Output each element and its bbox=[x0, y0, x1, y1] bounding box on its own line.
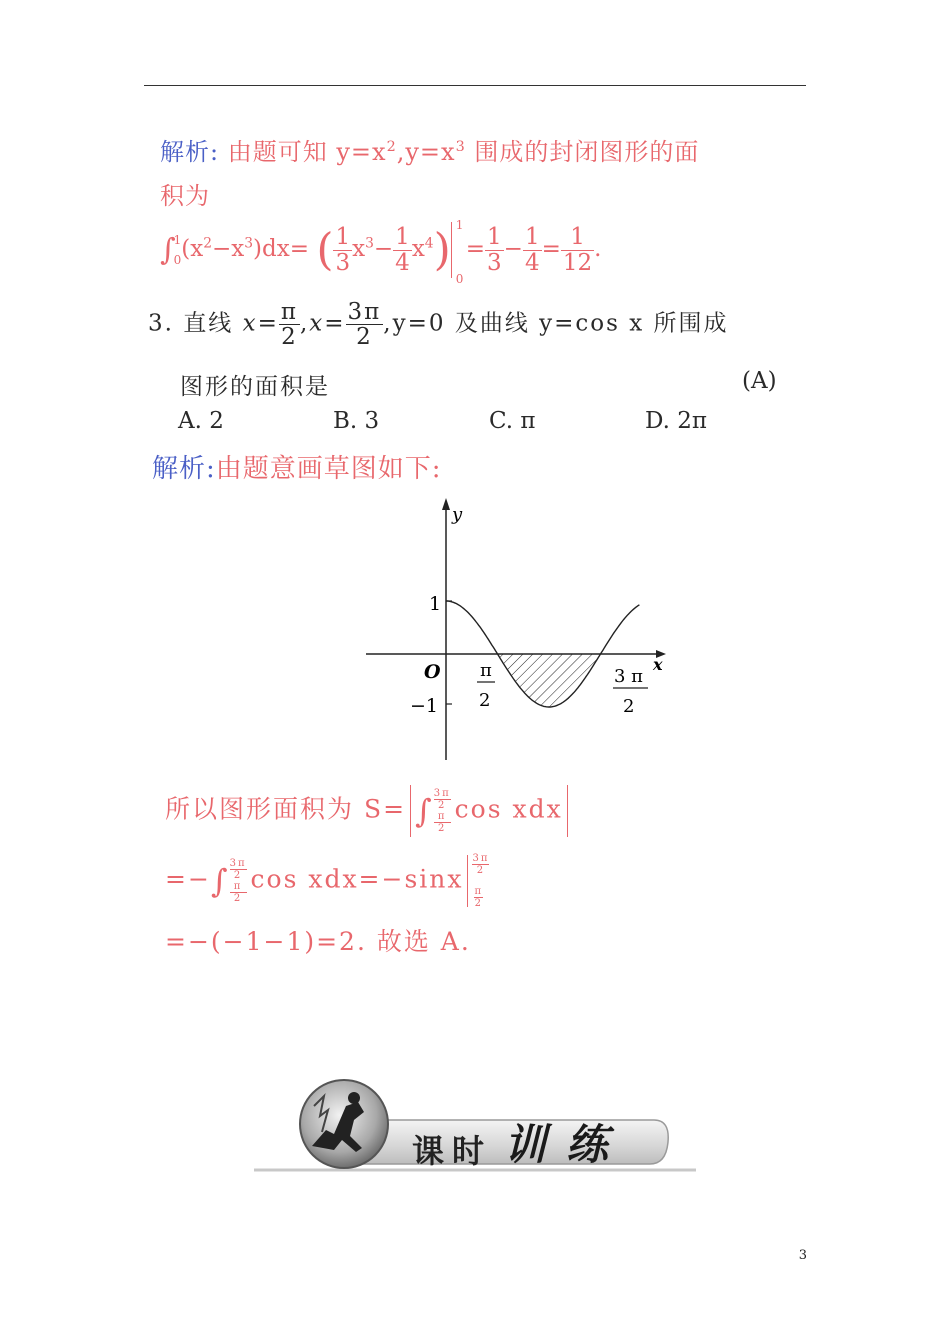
header-rule bbox=[144, 85, 806, 86]
area-line2: =−∫ 3π 2 π 2 cos xdx=−sinx 3π 2 π 2 bbox=[165, 853, 490, 909]
frac-3pi-2: $\frac{3\pi}{2}$ bbox=[347, 299, 382, 351]
question3-stem-cont: 图形的面积是 bbox=[180, 374, 330, 400]
origin-label: O bbox=[424, 661, 441, 683]
eval-bar: 3π 2 π 2 bbox=[467, 855, 490, 907]
integral-sign: ∫ bbox=[415, 792, 434, 830]
abs-bar-left bbox=[410, 785, 411, 837]
integral-sign: ∫ bbox=[160, 232, 176, 268]
solution-label: 解析 bbox=[152, 454, 207, 484]
tick-label-1: 1 bbox=[429, 593, 442, 615]
banner-char-3: 训 bbox=[504, 1120, 547, 1169]
solution1-integral: ∫ 1 0 $(x^2-x^3)dx=$ ( $\frac{1}{3}$ $x^3-$ $\frac{1}{4}$ $x^4$) 1 0 = $\frac{1}{3}$ − $\frac{1}{4}$ = $\frac{1}{12}$ . bbox=[160, 218, 602, 286]
frac-1-3: $\frac{1}{3}$ bbox=[335, 224, 351, 276]
integral-limits: 3π 2 π 2 bbox=[229, 858, 247, 904]
tick-label-3pi-den: 2 bbox=[623, 696, 635, 717]
answer-key: (A) bbox=[742, 368, 777, 394]
question3-stem: 3. 直线 x= $\frac{\pi}{2}$ ,x= $\frac{3\pi}{2}$ ,y=0 及曲线 y=cos x 所围成 bbox=[148, 299, 729, 351]
solution1-line1: 解析: 由题可知 $y=x^2,y=x^3$ 围成的封闭图形的面 bbox=[160, 138, 700, 166]
option-a: A. 2 bbox=[178, 408, 224, 434]
solution3-heading: 解析:由题意画草图如下: bbox=[152, 454, 442, 484]
eval-bar: 1 0 bbox=[451, 222, 466, 278]
frac-pi-2: $\frac{\pi}{2}$ bbox=[280, 299, 298, 351]
option-d: D. 2π bbox=[645, 408, 707, 434]
left-bracket: ( bbox=[316, 224, 334, 276]
tick-label-pi-den: 2 bbox=[479, 690, 491, 711]
tick-label-minus1: −1 bbox=[410, 695, 439, 717]
option-b: B. 3 bbox=[333, 408, 380, 434]
y-axis-arrow-icon bbox=[442, 498, 450, 510]
banner-char-1: 课 bbox=[412, 1132, 445, 1170]
tick-label-3pi-num: 3 π bbox=[614, 666, 644, 687]
abs-bar-right bbox=[567, 785, 568, 837]
page-number: 3 bbox=[798, 1248, 807, 1263]
y-axis-label: y bbox=[452, 504, 463, 525]
cosine-graph bbox=[360, 490, 690, 770]
banner-char-4: 练 bbox=[566, 1120, 609, 1169]
right-bracket: ) bbox=[433, 224, 451, 276]
solution1-text-a: 由题可知 y=x bbox=[227, 138, 387, 166]
section-banner bbox=[254, 1076, 696, 1176]
area-line3: =−(−1−1)=2. 故选 A. bbox=[165, 927, 471, 956]
solution1-line2: 积为 bbox=[160, 182, 210, 210]
integral-limits: 3π 2 π 2 bbox=[433, 788, 451, 834]
area-line1: 所以图形面积为 S= ∫ 3π 2 π 2 cos xdx bbox=[165, 785, 568, 837]
option-c: C. π bbox=[489, 408, 536, 434]
frac-1-4: $\frac{1}{4}$ bbox=[395, 224, 410, 276]
tick-label-pi-num: π bbox=[480, 660, 492, 681]
x-axis-label: x bbox=[653, 655, 663, 674]
solution-label: 解析 bbox=[160, 138, 210, 166]
banner-char-2: 时 bbox=[452, 1132, 485, 1170]
shaded-area bbox=[498, 654, 601, 707]
integral-sign: ∫ bbox=[210, 862, 230, 900]
